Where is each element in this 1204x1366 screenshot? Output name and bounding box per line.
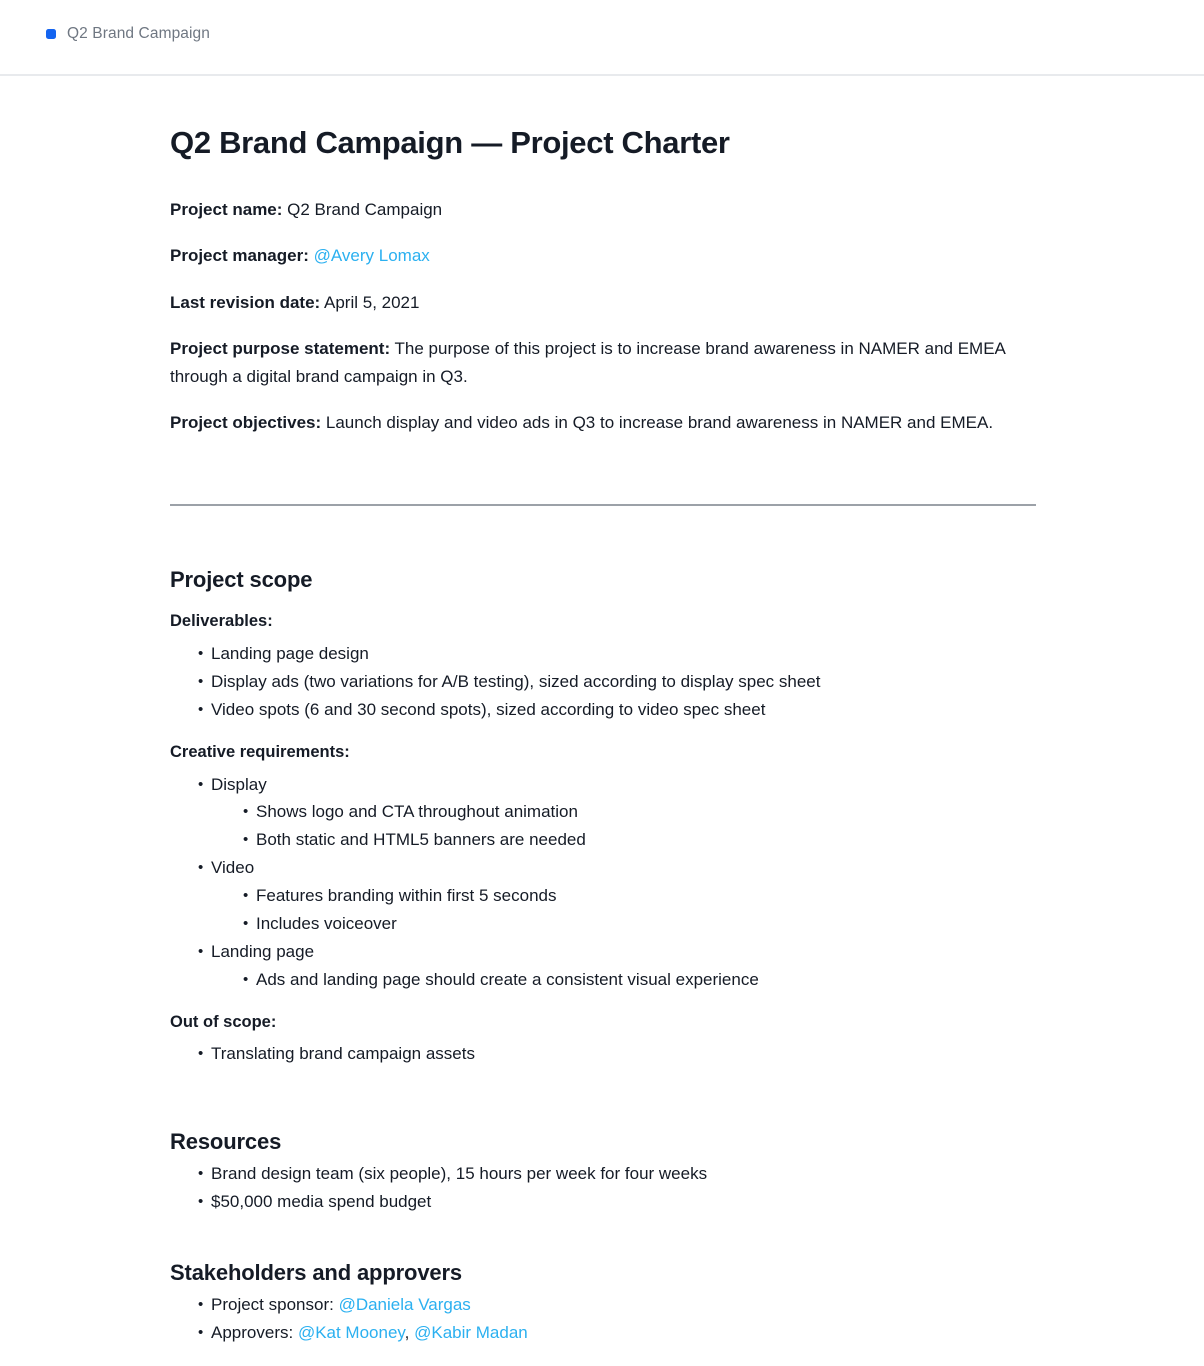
label-creative-requirements: Creative requirements: xyxy=(170,742,350,761)
list-item xyxy=(170,771,1050,855)
list-deliverables xyxy=(170,634,1050,724)
meta-project-manager-label: Project manager: xyxy=(170,246,309,266)
meta-objectives-label: Project objectives: xyxy=(170,413,322,433)
list-item: • Both static and HTML5 banners are needed xyxy=(211,826,1050,854)
meta-purpose-statement xyxy=(170,316,1005,390)
sponsor-label: Project sponsor: xyxy=(211,1294,339,1314)
meta-purpose-value: The purpose of this project is to increase brand awareness in NAMER and EMEA through a digital brand campaign in Q3. xyxy=(170,339,1005,386)
mention-avery-lomax[interactable]: @Avery Lomax xyxy=(313,246,430,266)
list-item xyxy=(170,854,1050,938)
list-item: • Features branding within first 5 seconds xyxy=(211,882,1050,910)
list-item: • Display ads (two variations for A/B testing), sized according to display spec sheet xyxy=(170,668,1050,696)
meta-objectives xyxy=(170,390,1005,437)
top-bar xyxy=(0,0,1204,76)
label-out-of-scope: Out of scope: xyxy=(170,1012,277,1031)
list-item: • Ads and landing page should create a consistent visual experience xyxy=(211,966,1050,994)
list-item: • Shows logo and CTA throughout animation xyxy=(211,798,1050,826)
mention-daniela-vargas[interactable]: @Daniela Vargas xyxy=(338,1294,471,1314)
heading-project-scope: Project scope xyxy=(170,566,313,592)
list-item: • $50,000 media spend budget xyxy=(170,1188,1050,1216)
meta-project-name-value: Q2 Brand Campaign xyxy=(282,199,443,219)
list-item-label: Landing page xyxy=(211,941,315,961)
meta-objectives-value: Launch display and video ads in Q3 to increase brand awareness in NAMER and EMEA. xyxy=(321,413,994,433)
meta-project-name-label: Project name: xyxy=(170,199,283,219)
list-item-label: Video xyxy=(211,858,255,878)
approvers-label: Approvers: xyxy=(211,1322,298,1342)
sublist-landing-page xyxy=(211,966,1050,994)
sublist-display xyxy=(211,798,1050,854)
meta-last-revision-value: April 5, 2021 xyxy=(320,292,420,312)
list-creative-requirements xyxy=(170,765,1050,994)
meta-last-revision-label: Last revision date: xyxy=(170,292,321,312)
list-item: • Translating brand campaign assets xyxy=(170,1040,1050,1068)
list-out-of-scope xyxy=(170,1034,1050,1068)
page-title: Q2 Brand Campaign — Project Charter xyxy=(170,125,730,160)
list-item xyxy=(170,938,1050,994)
approvers-separator: , xyxy=(404,1322,415,1342)
meta-last-revision xyxy=(170,270,1005,317)
list-resources xyxy=(170,1156,1050,1216)
mention-kabir-madan[interactable]: @Kabir Madan xyxy=(414,1322,528,1342)
meta-project-manager xyxy=(170,223,1005,270)
list-item: • Includes voiceover xyxy=(211,910,1050,938)
list-item: • Brand design team (six people), 15 hours per week for four weeks xyxy=(170,1160,1050,1188)
list-item: • Video spots (6 and 30 second spots), sized according to video spec sheet xyxy=(170,696,1050,724)
list-item-label: Display xyxy=(211,774,267,794)
breadcrumb-project-label[interactable]: Q2 Brand Campaign xyxy=(67,25,211,42)
meta-project-name xyxy=(170,163,1005,224)
mention-kat-mooney[interactable]: @Kat Mooney xyxy=(297,1322,405,1342)
document-body xyxy=(0,76,1204,1347)
list-item-project-sponsor xyxy=(170,1291,1050,1319)
list-item: • Landing page design xyxy=(170,640,1050,668)
list-item-approvers xyxy=(170,1319,1050,1347)
breadcrumb[interactable] xyxy=(46,26,210,42)
label-deliverables: Deliverables: xyxy=(170,612,273,631)
list-stakeholders xyxy=(170,1287,1050,1347)
heading-stakeholders-and-approvers: Stakeholders and approvers xyxy=(170,1260,462,1286)
project-square-icon xyxy=(46,29,56,39)
sublist-video xyxy=(211,882,1050,938)
heading-resources: Resources xyxy=(170,1129,282,1155)
meta-purpose-label: Project purpose statement: xyxy=(170,339,391,359)
